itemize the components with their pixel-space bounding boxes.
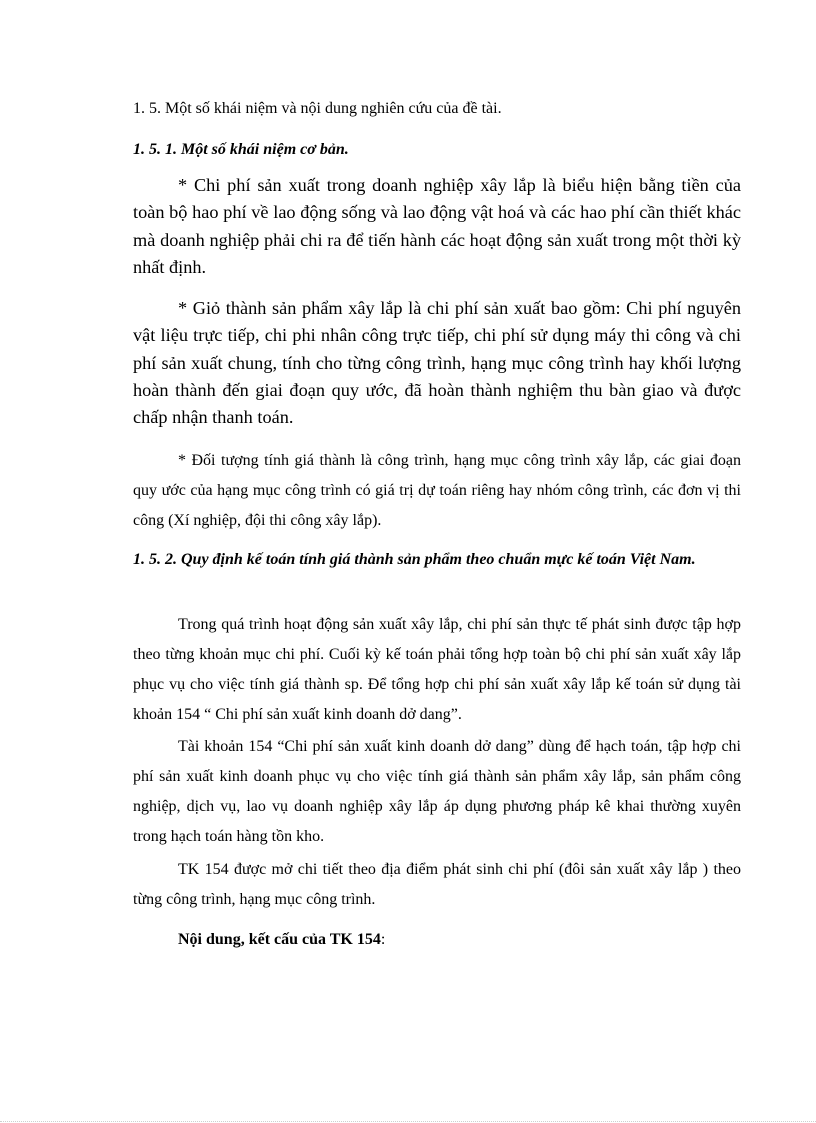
subsection-2-title: 1. 5. 2. Quy định kế toán tính giá thành sản phẩm theo chuẩn mực kế toán Việt Nam.	[133, 551, 696, 568]
structure-label	[133, 929, 741, 951]
section-title: 1. 5. Một số khái niệm và nội dung nghiên cứu của đề tài.	[133, 100, 502, 117]
subsection-1-title: 1. 5. 1. Một số khái niệm cơ bản.	[133, 141, 349, 158]
paragraph-account-154	[133, 732, 741, 852]
paragraph-cost-aggregation	[133, 610, 741, 730]
paragraph-production-cost	[133, 172, 741, 281]
structure-label-text: Nội dung, kết cấu của TK 154	[178, 931, 381, 948]
paragraph-product-price-text: * Giỏ thành sản phẩm xây lắp là chi phí sản xuất bao gồm: Chi phí nguyên vật liệu trực tiếp, chi phi nhân công trực tiếp, chi phí sử dụng máy thi công và chi phí sản xuất chung, tính cho từng công trình, hạng mục công trình hay khối lượng hoàn thành đến giai đoạn quy ước, đã hoàn thành nghiệm thu bàn giao và được chấp nhận thanh toán.	[133, 298, 741, 428]
structure-label-colon: :	[380, 931, 386, 948]
paragraph-costing-object-text: * Đối tượng tính giá thành là công trình, hạng mục công trình xây lắp, các giai đoạn quy ước của hạng mục công trình có giá trị dự toán riêng hay nhóm công trình, các đơn vị thi công (Xí nghiệp, đội thi công xây lắp).	[133, 452, 741, 529]
paragraph-cost-aggregation-text: Trong quá trình hoạt động sản xuất xây lắp, chi phí sản thực tế phát sinh được tập hợp theo từng khoản mục chi phí. Cuối kỳ kế toán phải tổng hợp toàn bộ chi phí sản xuất xây lắp phục vụ cho việc tính giá thành sp. Để tổng hợp chi phí sản xuất xây lắp kế toán sử dụng tài khoản 154 “ Chi phí sản xuất kinh doanh dở dang”.	[133, 616, 741, 723]
paragraph-production-cost-text: * Chi phí sản xuất trong doanh nghiệp xây lắp là biểu hiện bằng tiền của toàn bộ hao phí về lao động sống và lao động vật hoá và các hao phí cần thiết khác mà doanh nghiệp phải chi ra để tiến hành các hoạt động sản xuất trong một thời kỳ nhất định.	[133, 175, 741, 277]
page-bottom-divider	[0, 1121, 816, 1122]
paragraph-account-154-text: Tài khoản 154 “Chi phí sản xuất kinh doanh dở dang” dùng để hạch toán, tập hợp chi phí sản xuất kinh doanh phục vụ cho việc tính giá thành sản phẩm xây lắp, sản phẩm công nghiệp, dịch vụ, lao vụ doanh nghiệp xây lắp áp dụng phương pháp kê khai thường xuyên trong hạch toán hàng tồn kho.	[133, 738, 741, 845]
paragraph-costing-object	[133, 446, 741, 536]
paragraph-tk154-detail-text: TK 154 được mở chi tiết theo địa điểm phát sinh chi phí (đôi sản xuất xây lắp ) theo từng công trình, hạng mục công trình.	[133, 861, 741, 908]
paragraph-product-price	[133, 295, 741, 431]
paragraph-tk154-detail	[133, 855, 741, 915]
